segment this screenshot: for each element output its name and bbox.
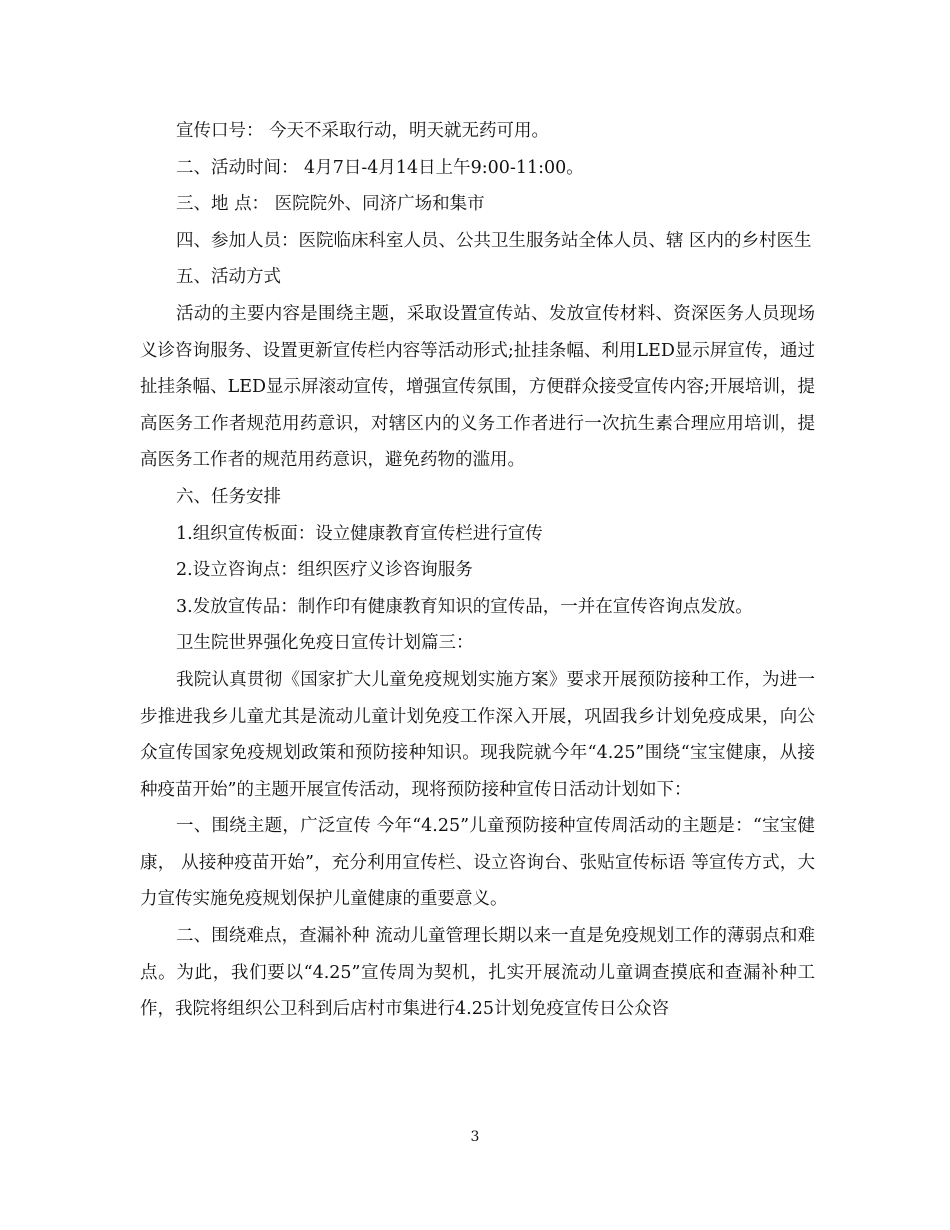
participants-paragraph: 四、参加人员：医院临床科室人员、公共卫生服务站全体人员、辖 区内的乡村医生 xyxy=(176,230,812,251)
task-item-3: 3.发放宣传品：制作印有健康教育知识的宣传品，一并在宣传咨询点发放。 xyxy=(176,596,753,617)
theme-paragraph: 一、围绕主题，广泛宣传 今年“4.25”儿童预防接种宣传周活动的主题是：“宝宝健康， 从接种疫苗开始”，充分利用宣传栏、设立咨询台、张贴宣传标语 等宣传方式，大力宣传实施免疫规划保护儿童健康的重要意义。 xyxy=(140,816,815,910)
difficulty-paragraph: 二、围绕难点，查漏补种 流动儿童管理长期以来一直是免疫规划工作的薄弱点和难点。为此，我们要以“4.25”宣传周为契机，扎实开展流动儿童调查摸底和查漏补种工作，我院将组织公卫科到后店村市集进行4.25计划免疫宣传日公众咨 xyxy=(140,926,815,1020)
activity-time-paragraph: 二、活动时间： 4月7日-4月14日上午9:00-11:00。 xyxy=(176,157,584,178)
document-body xyxy=(140,113,815,1028)
task-item-1: 1.组织宣传板面：设立健康教育宣传栏进行宣传 xyxy=(176,523,543,544)
slogan-paragraph: 宣传口号： 今天不采取行动，明天就无药可用。 xyxy=(176,121,550,141)
location-paragraph: 三、地 点： 医院院外、同济广场和集市 xyxy=(176,194,485,215)
task-arrangement-heading: 六、任务安排 xyxy=(176,486,281,507)
activity-method-heading: 五、活动方式 xyxy=(176,267,281,288)
activity-content-paragraph: 活动的主要内容是围绕主题，采取设置宣传站、发放宣传材料、资深医务人员现场义诊咨询服务、设置更新宣传栏内容等活动形式;扯挂条幅、利用LED显示屏宣传，通过扯挂条幅、LED显示屏滚动宣传，增强宣传氛围，方便群众接受宣传内容;开展培训，提高医务工作者规范用药意识，对辖区内的义务工作者进行一次抗生素合理应用培训，提高医务工作者的规范用药意识，避免药物的滥用。 xyxy=(140,303,815,471)
section-three-title: 卫生院世界强化免疫日宣传计划篇三： xyxy=(176,633,474,654)
page-number: 3 xyxy=(470,1129,480,1145)
intro-paragraph: 我院认真贯彻《国家扩大儿童免疫规划实施方案》要求开展预防接种工作，为进一步推进我乡儿童尤其是流动儿童计划免疫工作深入开展，巩固我乡计划免疫成果，向公众宣传国家免疫规划政策和预防接种知识。现我院就今年“4.25”围绕“宝宝健康，从接种疫苗开始”的主题开展宣传活动，现将预防接种宣传日活动计划如下： xyxy=(140,669,815,800)
task-item-2: 2.设立咨询点：组织医疗义诊咨询服务 xyxy=(176,560,473,581)
